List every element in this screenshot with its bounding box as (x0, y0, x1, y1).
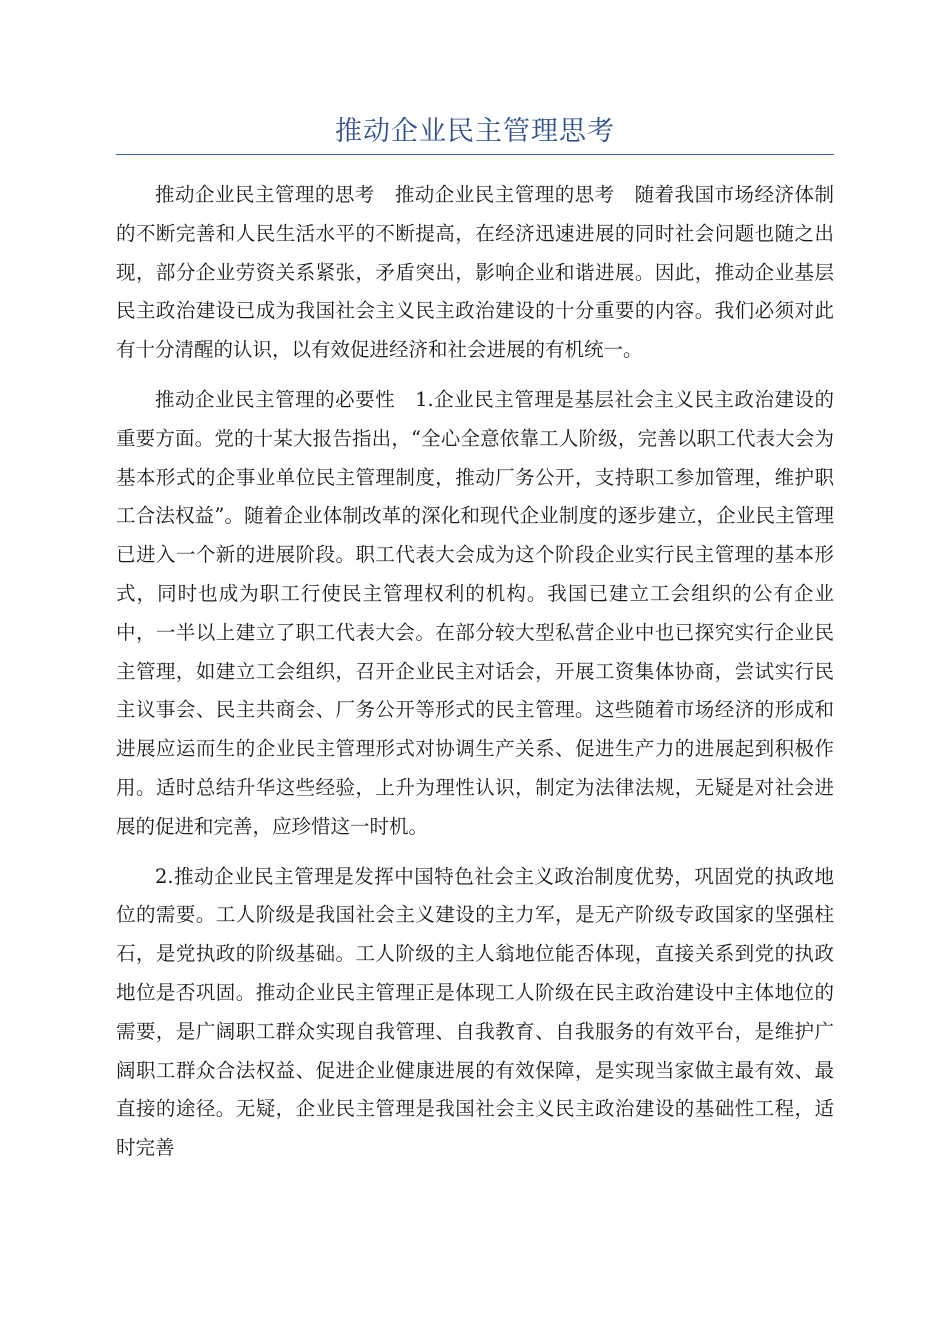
paragraph-necessity-2: 2.推动企业民主管理是发挥中国特色社会主义政治制度优势，巩固党的执政地位的需要。工人阶级是我国社会主义建设的主力军，是无产阶级专政国家的坚强柱石，是党执政的阶级基础。工人阶级的主人翁地位能否体现，直接关系到党的执政地位是否巩固。推动企业民主管理正是体现工人阶级在民主政治建设中主体地位的需要，是广阔职工群众实现自我管理、自我教育、自我服务的有效平台，是维护广阔职工群众合法权益、促进企业健康进展的有效保障，是实现当家做主最有效、最直接的途径。无疑，企业民主管理是我国社会主义民主政治建设的基础性工程，适时完善 (116, 864, 834, 1160)
paragraph-intro: 推动企业民主管理的思考 推动企业民主管理的思考 随着我国市场经济体制的不断完善和人民生活水平的不断提高，在经济迅速进展的同时社会问题也随之出现，部分企业劳资关系紧张，矛盾突出，影响企业和谐进展。因此，推动企业基层民主政治建设已成为我国社会主义民主政治建设的十分重要的内容。我们必须对此有十分清醒的认识，以有效促进经济和社会进展的有机统一。 (116, 183, 834, 362)
title-underline (116, 154, 834, 155)
paragraph-necessity-1: 推动企业民主管理的必要性 1.企业民主管理是基层社会主义民主政治建设的重要方面。党的十某大报告指出，“全心全意依靠工人阶级，完善以职工代表大会为基本形式的企事业单位民主管理制度，推动厂务公开，支持职工参加管理，维护职工合法权益”。随着企业体制改革的深化和现代企业制度的逐步建立，企业民主管理已进入一个新的进展阶段。职工代表大会成为这个阶段企业实行民主管理的基本形式，同时也成为职工行使民主管理权利的机构。我国已建立工会组织的公有企业中，一半以上建立了职工代表大会。在部分较大型私营企业中也已探究实行企业民主管理，如建立工会组织，召开企业民主对话会，开展工资集体协商，尝试实行民主议事会、民主共商会、厂务公开等形式的民主管理。这些随着市场经济的形成和进展应运而生的企业民主管理形式对协调生产关系、促进生产力的进展起到积极作用。适时总结升华这些经验，上升为理性认识，制定为法律法规，无疑是对社会进展的促进和完善，应珍惜这一时机。 (116, 387, 834, 838)
document-title: 推动企业民主管理思考 (335, 116, 615, 147)
document-body (116, 176, 834, 1179)
